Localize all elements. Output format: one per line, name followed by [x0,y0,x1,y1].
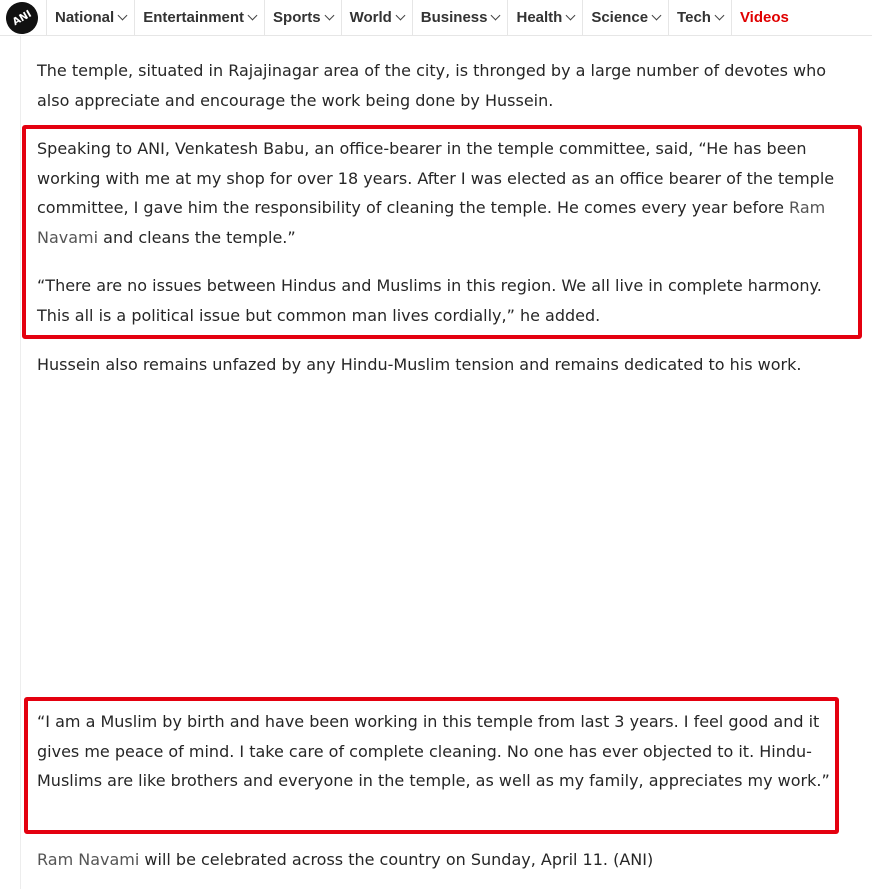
nav-item-science[interactable] [582,0,668,35]
top-navigation-bar [0,0,872,36]
ram-navami-link[interactable]: Ram Navami [37,198,826,247]
ani-logo[interactable]: ANI [0,0,44,36]
chevron-down-icon [715,11,725,21]
article-paragraph-hussein: Hussein also remains unfazed by any Hindu-Muslim tension and remains dedicated to his work. [37,355,802,374]
nav-item-label: Business [420,9,488,26]
nav-item-health[interactable] [507,0,582,35]
paragraph-text: and cleans the temple.” [98,227,296,247]
chevron-down-icon [566,11,576,21]
nav-item-label: Entertainment [143,9,245,26]
article-paragraph-temple: The temple, situated in Rajajinagar area of the city, is thronged by a large number of devotes who also appreciate and encourage the work being done by Hussein. [37,61,827,110]
nav-item-videos[interactable] [731,0,797,35]
paragraph-text: will be celebrated across the country on Sunday, April 11. (ANI) [139,850,654,869]
article-paragraph-hussein-quote: “I am a Muslim by birth and have been working in this temple from last 3 years. I feel good and it gives me peace of mind. I take care of complete cleaning. No one has ever objected to it. Hindu-Muslims are like brothers and everyone in the temple, as well as my family, appreciates my work.” [37,712,830,790]
nav-menu [46,0,797,35]
nav-item-label: National [55,9,115,26]
nav-item-label: Videos [739,9,789,26]
nav-item-label: Health [516,9,563,26]
ram-navami-link[interactable]: Ram Navami [37,850,140,869]
article-paragraph-venkatesh [37,134,852,252]
chevron-down-icon [324,11,334,21]
nav-item-sports[interactable] [264,0,341,35]
chevron-down-icon [395,11,405,21]
paragraph-text: Speaking to ANI, Venkatesh Babu, an office-bearer in the temple committee, said, “He has been working with me at my shop for over 18 years. After I was elected as an office bearer of the temple committee, I gave him the responsibility of cleaning the temple. He comes every year before [37,139,835,217]
content-left-rule [20,36,21,889]
article-paragraph-closing [37,845,852,875]
nav-item-label: Science [591,9,649,26]
chevron-down-icon [652,11,662,21]
nav-item-tech[interactable] [668,0,731,35]
nav-item-label: World [349,9,392,26]
nav-item-national[interactable] [46,0,134,35]
nav-item-label: Sports [273,9,321,26]
chevron-down-icon [248,11,258,21]
article-paragraph-harmony: “There are no issues between Hindus and Muslims in this region. We all live in complete harmony. This all is a political issue but common man lives cordially,” he added. [37,276,822,325]
nav-item-world[interactable] [341,0,412,35]
chevron-down-icon [118,11,128,21]
nav-item-business[interactable] [412,0,508,35]
chevron-down-icon [491,11,501,21]
nav-item-entertainment[interactable] [134,0,264,35]
nav-item-label: Tech [677,9,711,26]
